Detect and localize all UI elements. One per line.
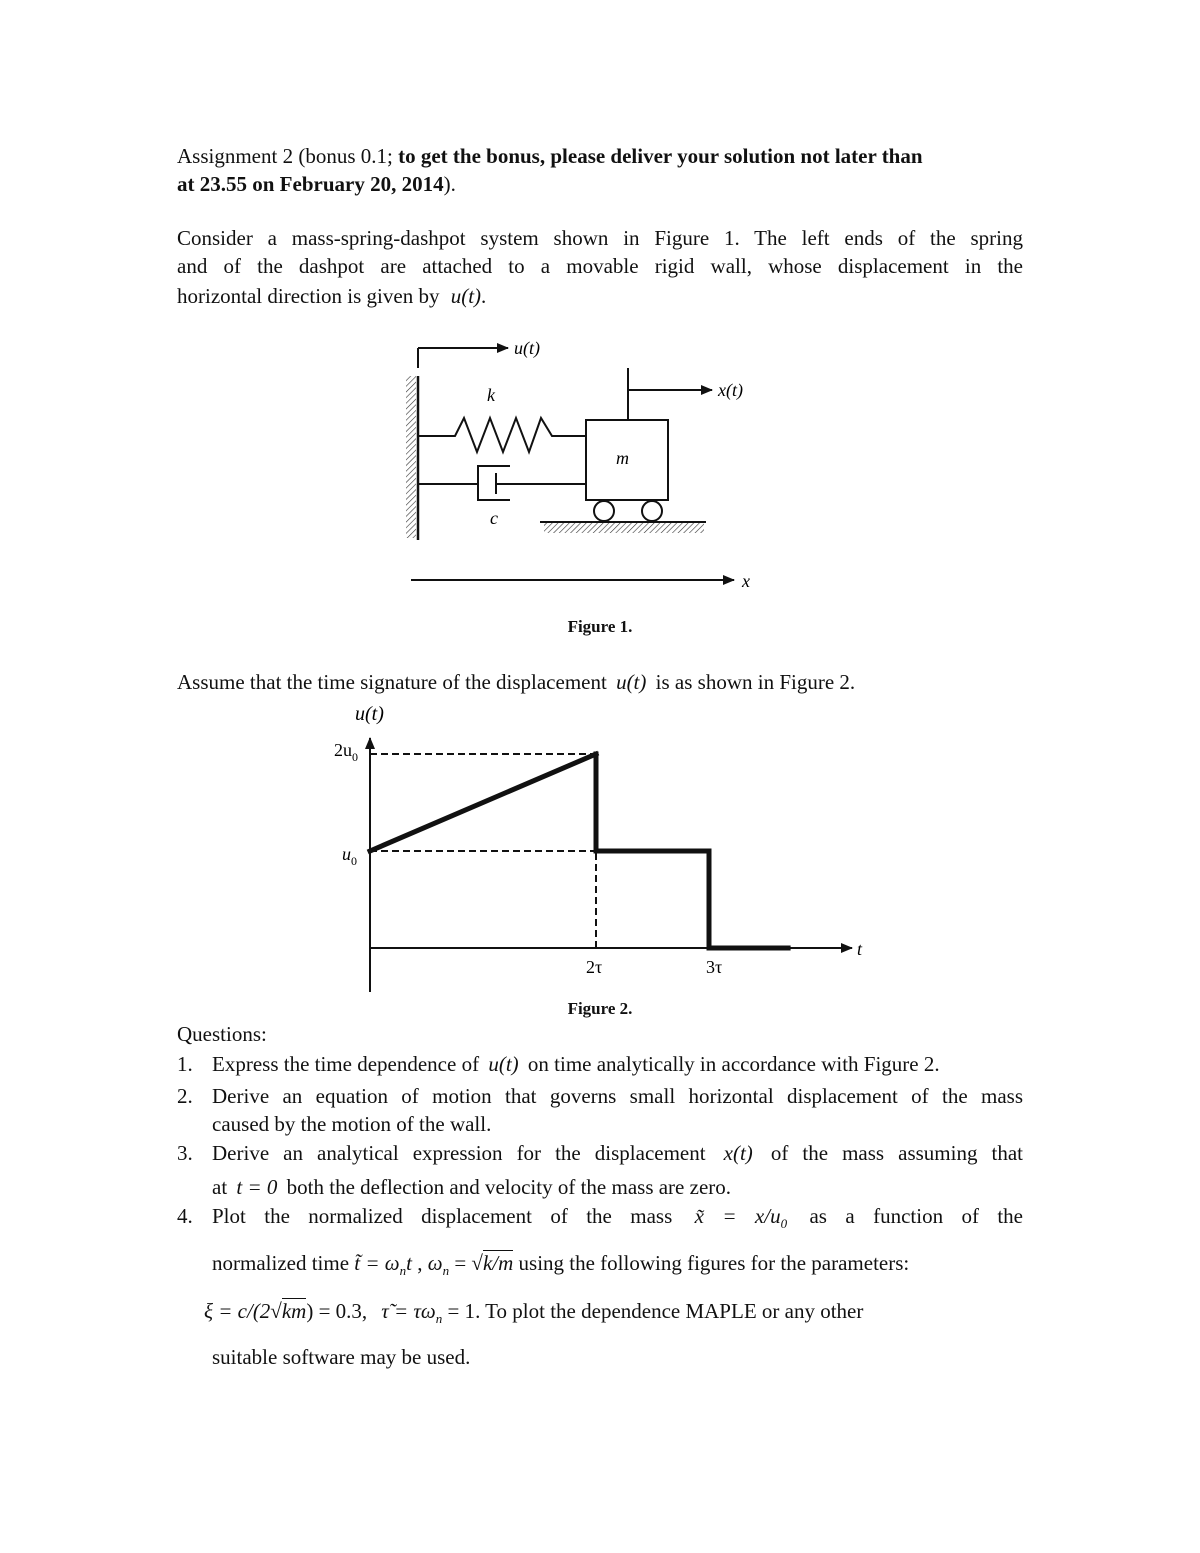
assume-end: is as shown in Figure 2. <box>650 670 856 694</box>
q4-line3-math1-root: km <box>281 1299 307 1324</box>
q4-line2-sep: , <box>411 1251 428 1276</box>
x-tick-3tau: 3τ <box>706 957 723 977</box>
q4-line1-math <box>694 1204 788 1232</box>
q2-line-2: caused by the motion of the wall. <box>212 1112 492 1136</box>
q3-line-2 <box>212 1173 1023 1201</box>
q4-line3-post: . To plot the dependence MAPLE or any other <box>475 1299 864 1324</box>
x-axis-label: t <box>857 939 863 959</box>
question-1 <box>177 1050 1023 1078</box>
q4-line3-math2 <box>381 1299 476 1327</box>
assume-math-u: u(t) <box>616 670 647 694</box>
y-tick-u0-sub: 0 <box>351 854 357 868</box>
intro-line-1: Consider a mass-spring-dashpot system shown in Figure 1. The left ends of the spring <box>177 226 1023 250</box>
q4-line-2 <box>212 1249 1023 1285</box>
header-end-text: ). <box>443 172 456 196</box>
question-2-number: 2. <box>177 1084 193 1108</box>
q4-line2-math2 <box>427 1251 514 1279</box>
q4-line1-pre: Plot the normalized displacement of the mass <box>212 1204 691 1228</box>
label-x: x <box>742 571 750 591</box>
label-u-t: u(t) <box>514 338 540 358</box>
figure-2-caption: Figure 2. <box>567 999 633 1018</box>
figure-1-caption: Figure 1. <box>567 617 633 636</box>
q2-line-1: Derive an equation of motion that governs small horizontal displacement of the mass <box>212 1084 1023 1108</box>
question-3-text <box>212 1139 1023 1201</box>
intro-line-3-end: . <box>481 284 487 308</box>
question-2-text <box>212 1082 1023 1138</box>
q4-line3-math1-main: ξ = c/(2√ <box>204 1299 282 1324</box>
chart-marks <box>370 754 788 948</box>
q3-post: of the mass assuming that <box>756 1141 1023 1165</box>
y-tick-2u0-main: 2u <box>334 740 352 760</box>
q4-line3-math1-end: ) = 0.3, <box>306 1299 368 1324</box>
signal-segment <box>370 754 596 851</box>
q4-line2-math1-end: t <box>406 1251 412 1276</box>
question-3-number: 3. <box>177 1141 193 1165</box>
q4-line2-post: using the following figures for the parameters: <box>513 1251 910 1276</box>
question-2 <box>177 1082 1023 1138</box>
question-4 <box>177 1202 1023 1371</box>
question-3 <box>177 1139 1023 1201</box>
q4-line1-math-sub: 0 <box>780 1216 788 1232</box>
questions-heading: Questions: <box>177 1022 267 1046</box>
label-c: c <box>490 508 498 528</box>
q4-line3-math2-end: = 1 <box>442 1299 476 1324</box>
label-k: k <box>487 385 495 405</box>
q4-line2-math2-sub: n <box>442 1263 450 1279</box>
header-bold-text-2: at 23.55 on February 20, 2014 <box>177 172 444 196</box>
q3-line2-math: t = 0 <box>236 1175 278 1199</box>
q1-math: u(t) <box>488 1052 519 1076</box>
q4-line2-math1-main: t̃ = ω <box>354 1251 400 1276</box>
question-1-text <box>212 1050 1023 1078</box>
q4-line-3 <box>204 1297 1023 1333</box>
y-tick-2u0 <box>334 740 358 764</box>
intro-math-u: u(t) <box>450 284 482 308</box>
intro-line-3-text: horizontal direction is given by <box>177 284 445 308</box>
question-4-number: 4. <box>177 1204 193 1228</box>
q3-pre: Derive an analytical expression for the displacement <box>212 1141 720 1165</box>
q3-line-1 <box>212 1139 1023 1167</box>
q4-line1-post: as a function of the <box>791 1204 1023 1228</box>
q4-line3-math2-sub: n <box>435 1311 443 1327</box>
x-tick-2tau: 2τ <box>586 957 603 977</box>
q4-line2-math2-root: k/m <box>482 1251 514 1276</box>
intro-line-2: and of the dashpot are attached to a movable rigid wall, whose displacement in the <box>177 254 1023 278</box>
assume-text: Assume that the time signature of the displacement <box>177 670 613 694</box>
q4-line-1 <box>212 1202 1023 1238</box>
q4-line-4: suitable software may be used. <box>212 1344 471 1369</box>
q3-math: x(t) <box>723 1141 753 1165</box>
header-plain-text: Assignment 2 (bonus 0.1; <box>177 144 399 168</box>
q4-line3-math2-main: τ̃ = τω <box>381 1299 436 1324</box>
q4-line2-math1 <box>354 1251 412 1279</box>
y-tick-2u0-sub: 0 <box>352 750 358 764</box>
q3-line2-post: both the deflection and velocity of the mass are zero. <box>281 1175 732 1199</box>
y-axis-label: u(t) <box>355 703 384 725</box>
question-1-number: 1. <box>177 1052 193 1076</box>
q3-line2-pre: at <box>212 1175 233 1199</box>
label-x-t: x(t) <box>718 380 743 400</box>
q4-line2-math2-main: ω <box>427 1251 443 1276</box>
y-tick-u0-main: u <box>342 844 351 864</box>
question-4-text <box>204 1202 1023 1371</box>
q4-line3-math1 <box>204 1298 367 1323</box>
q4-line1-math-main: x̃ = x/u <box>694 1204 781 1228</box>
y-tick-u0 <box>342 844 357 868</box>
q1-pre: Express the time dependence of <box>212 1052 485 1076</box>
q4-line2-math2-end: = √ <box>449 1251 483 1276</box>
label-m: m <box>616 448 629 468</box>
q4-line2-pre: normalized time <box>212 1251 355 1276</box>
q4-line2-math1-sub: n <box>399 1263 407 1279</box>
q1-post: on time analytically in accordance with Figure 2. <box>522 1052 940 1076</box>
header-bold-text-1: to get the bonus, please deliver your solution not later than <box>398 144 923 168</box>
